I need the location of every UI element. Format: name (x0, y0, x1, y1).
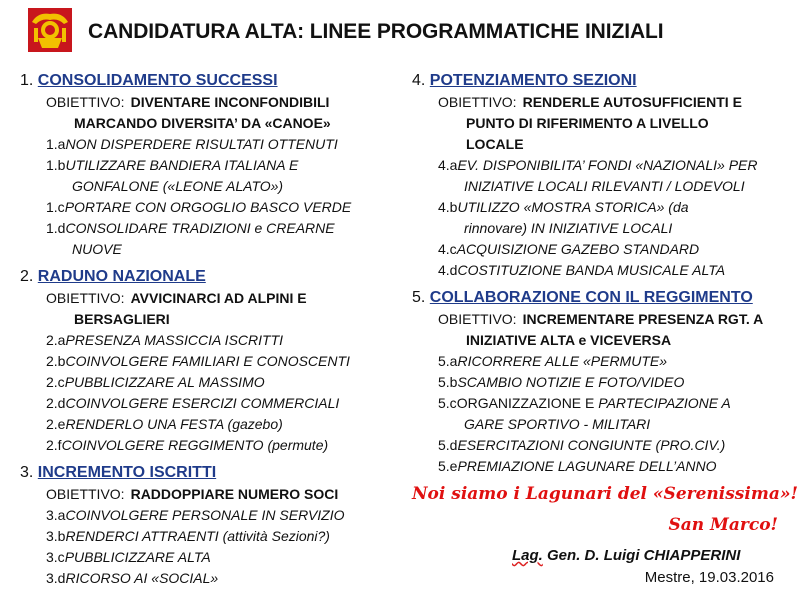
item-text: NON DISPERDERE RISULTATI OTTENUTI (65, 136, 338, 152)
section-heading (20, 70, 390, 92)
section-name: INCREMENTO ISCRITTI (37, 464, 217, 481)
item-number: 2.a (46, 332, 66, 348)
list-item (412, 372, 800, 393)
item-number: 5.d (438, 437, 458, 453)
section-number: 1. (20, 72, 38, 89)
section-number: 4. (412, 72, 430, 89)
item-number: 2.f (46, 437, 62, 453)
item-number: 5.b (438, 374, 458, 390)
item-text: GARE SPORTIVO - MILITARI (464, 416, 651, 432)
list-item (20, 526, 390, 547)
item-number: 1.b (46, 157, 66, 173)
section-objective (20, 484, 390, 505)
objective-text: INCREMENTARE PRESENZA RGT. A (522, 311, 764, 327)
section-heading (20, 462, 390, 484)
objective-text: DIVENTARE INCONFONDIBILI (130, 94, 330, 110)
winged-lion-emblem-icon (28, 8, 72, 52)
item-text: COINVOLGERE FAMILIARI E CONOSCENTI (65, 353, 350, 369)
item-text: PRESENZA MASSICCIA ISCRITTI (65, 332, 284, 348)
section-objective (20, 288, 390, 330)
objective-label: OBIETTIVO: (46, 290, 125, 306)
place-date: Mestre, 19.03.2016 (644, 569, 774, 586)
section-number: 3. (20, 464, 38, 481)
item-text: PARTECIPAZIONE A (598, 395, 731, 411)
objective-text: RADDOPPIARE NUMERO SOCI (130, 486, 339, 502)
item-text: EV. DISPONIBILITA’ FONDI «NAZIONALI» PER (457, 157, 758, 173)
item-number: 5.e (438, 458, 458, 474)
list-item (20, 197, 390, 218)
objective-text: BERSAGLIERI (74, 311, 170, 327)
signature (512, 547, 740, 564)
motto-line-1: Noi siamo i Lagunari del «Serenissima»! (412, 484, 798, 504)
item-number: 5.a (438, 353, 458, 369)
item-number: 4.c (438, 241, 457, 257)
list-item (20, 414, 390, 435)
objective-text: PUNTO DI RIFERIMENTO A LIVELLO (466, 115, 709, 131)
section-number: 5. (412, 289, 430, 306)
item-number: 2.b (46, 353, 66, 369)
list-item (412, 456, 800, 477)
item-number: 3.d (46, 570, 66, 586)
item-text: CONSOLIDARE TRADIZIONI e CREARNE (65, 220, 335, 236)
item-number: 1.c (46, 199, 65, 215)
item-text: ACQUISIZIONE GAZEBO STANDARD (456, 241, 700, 257)
item-text: COINVOLGERE PERSONALE IN SERVIZIO (65, 507, 345, 523)
item-number: 3.c (46, 549, 65, 565)
list-item (412, 435, 800, 456)
objective-text: RENDERLE AUTOSUFFICIENTI E (522, 94, 742, 110)
objective-text: MARCANDO DIVERSITA’ DA «CANOE» (74, 115, 331, 131)
motto-line-2: San Marco! (668, 515, 778, 535)
list-item (20, 435, 390, 456)
item-number: 4.a (438, 157, 458, 173)
item-number: 4.d (438, 262, 458, 278)
item-text: UTILIZZO «MOSTRA STORICA» (da (457, 199, 689, 215)
item-text: PUBBLICIZZARE AL MASSIMO (64, 374, 265, 390)
list-item (20, 372, 390, 393)
objective-label: OBIETTIVO: (46, 486, 125, 502)
item-number: 3.b (46, 528, 66, 544)
item-text: ORGANIZZAZIONE E (456, 395, 599, 411)
list-item (20, 134, 390, 155)
item-number: 1.d (46, 220, 66, 236)
section-name: RADUNO NAZIONALE (37, 268, 206, 285)
signature-prefix: Lag. (512, 547, 543, 564)
item-text: PORTARE CON ORGOGLIO BASCO VERDE (64, 199, 352, 215)
item-text: COINVOLGERE REGGIMENTO (permute) (61, 437, 329, 453)
section-objective (20, 92, 390, 134)
section-name: POTENZIAMENTO SEZIONI (429, 72, 637, 89)
section-heading (412, 287, 800, 309)
item-number: 3.a (46, 507, 66, 523)
item-number: 1.a (46, 136, 66, 152)
item-text: PREMIAZIONE LAGUNARE DELL’ANNO (457, 458, 717, 474)
list-item (412, 393, 800, 435)
item-text: rinnovare) IN INIZIATIVE LOCALI (464, 220, 673, 236)
left-column (20, 70, 390, 589)
item-text: RICORSO AI «SOCIAL» (65, 570, 219, 586)
page-title: CANDIDATURA ALTA: LINEE PROGRAMMATICHE INIZIALI (88, 20, 664, 43)
list-item (20, 330, 390, 351)
item-number: 4.b (438, 199, 458, 215)
item-number: 2.d (46, 395, 66, 411)
objective-label: OBIETTIVO: (438, 311, 517, 327)
objective-text: INIZIATIVE ALTA e VICEVERSA (466, 332, 672, 348)
item-text: RENDERCI ATTRAENTI (attività Sezioni?) (65, 528, 330, 544)
item-text: INIZIATIVE LOCALI RILEVANTI / LODEVOLI (464, 178, 745, 194)
item-text: RENDERLO UNA FESTA (gazebo) (65, 416, 283, 432)
list-item (20, 505, 390, 526)
right-column (412, 70, 800, 477)
section-name: COLLABORAZIONE CON IL REGGIMENTO (429, 289, 753, 306)
list-item (20, 568, 390, 589)
section-heading (412, 70, 800, 92)
objective-label: OBIETTIVO: (46, 94, 125, 110)
section-number: 2. (20, 268, 38, 285)
list-item (20, 218, 390, 260)
list-item (412, 155, 800, 197)
item-number: 2.e (46, 416, 66, 432)
item-text: SCAMBIO NOTIZIE E FOTO/VIDEO (457, 374, 685, 390)
item-text: PUBBLICIZZARE ALTA (64, 549, 211, 565)
item-text: ESERCITAZIONI CONGIUNTE (PRO.CIV.) (457, 437, 726, 453)
objective-text: AVVICINARCI AD ALPINI E (130, 290, 307, 306)
list-item (20, 547, 390, 568)
section-objective (412, 309, 800, 351)
list-item (412, 260, 800, 281)
section-name: CONSOLIDAMENTO SUCCESSI (37, 72, 278, 89)
signature-name: Gen. D. Luigi CHIAPPERINI (547, 547, 741, 564)
item-text: GONFALONE («LEONE ALATO») (72, 178, 284, 194)
list-item (412, 197, 800, 239)
list-item (20, 393, 390, 414)
item-text: RICORRERE ALLE «PERMUTE» (457, 353, 668, 369)
item-text: COSTITUZIONE BANDA MUSICALE ALTA (457, 262, 726, 278)
item-text: COINVOLGERE ESERCIZI COMMERCIALI (65, 395, 340, 411)
item-text: UTILIZZARE BANDIERA ITALIANA E (65, 157, 299, 173)
item-number: 5.c (438, 395, 457, 411)
list-item (412, 351, 800, 372)
objective-label: OBIETTIVO: (438, 94, 517, 110)
objective-text: LOCALE (466, 136, 524, 152)
section-objective (412, 92, 800, 155)
list-item (20, 155, 390, 197)
item-text: NUOVE (72, 241, 122, 257)
list-item (412, 239, 800, 260)
list-item (20, 351, 390, 372)
item-number: 2.c (46, 374, 65, 390)
section-heading (20, 266, 390, 288)
